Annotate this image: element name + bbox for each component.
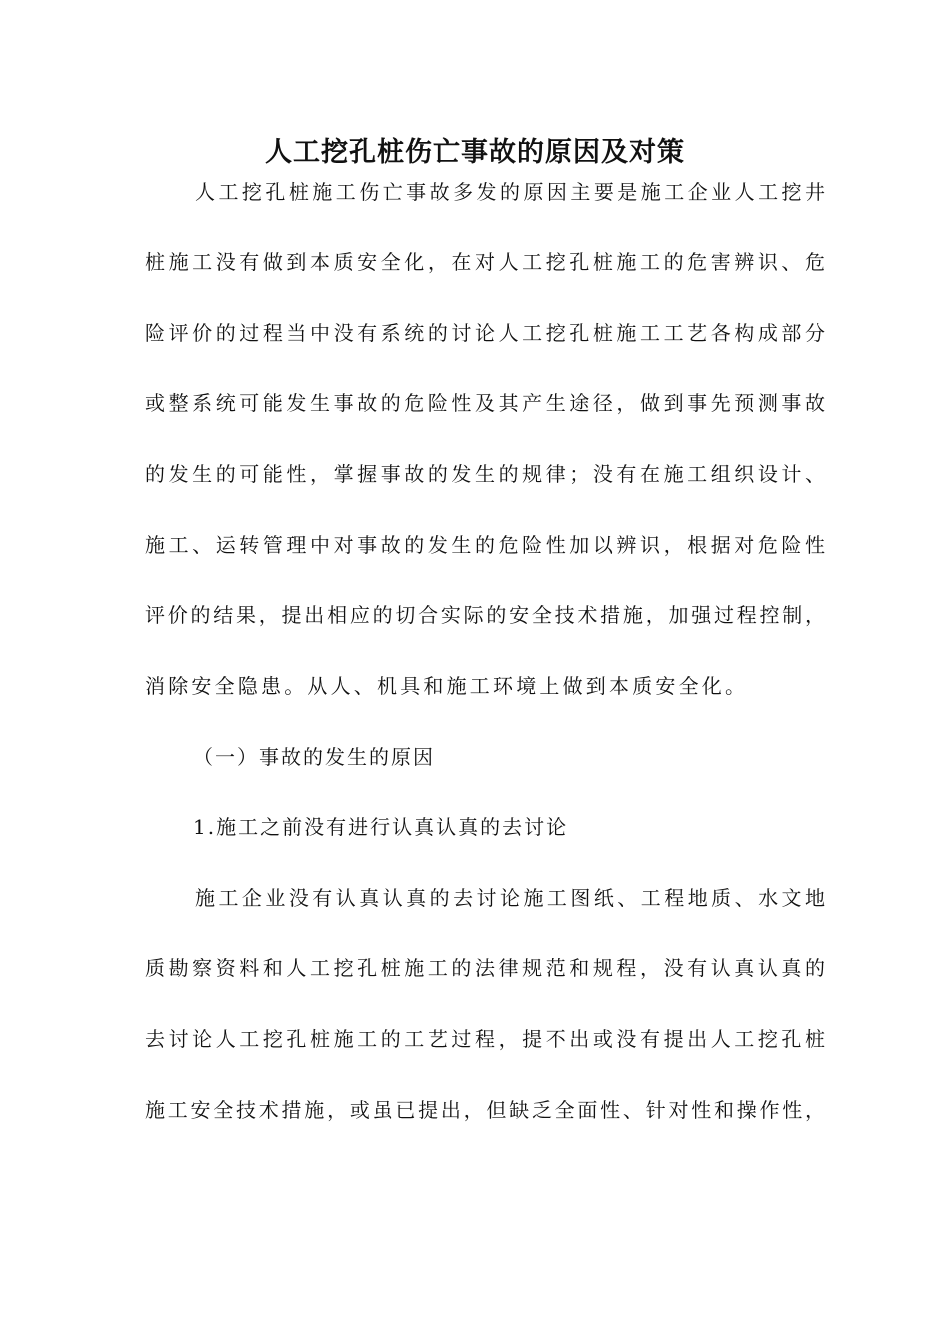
paragraph-line: 人工挖孔桩施工伤亡事故多发的原因主要是施工企业人工挖井 — [195, 180, 825, 204]
document-title: 人工挖孔桩伤亡事故的原因及对策 — [265, 137, 685, 168]
paragraph-line: 去讨论人工挖孔桩施工的工艺过程，提不出或没有提出人工挖孔桩 — [145, 1027, 825, 1051]
section-heading: （一）事故的发生的原因 — [193, 745, 435, 769]
subheading: 1.施工之前没有进行认真认真的去讨论 — [193, 815, 569, 839]
paragraph-line: 的发生的可能性，掌握事故的发生的规律；没有在施工组织设计、 — [145, 462, 825, 486]
paragraph-line: 质勘察资料和人工挖孔桩施工的法律规范和规程，没有认真认真的 — [145, 956, 825, 980]
paragraph-line: 评价的结果，提出相应的切合实际的安全技术措施，加强过程控制， — [145, 603, 825, 627]
paragraph-line: 施工安全技术措施，或虽已提出，但缺乏全面性、针对性和操作性， — [145, 1098, 825, 1122]
paragraph-line: 险评价的过程当中没有系统的讨论人工挖孔桩施工工艺各构成部分 — [145, 321, 825, 345]
paragraph-line: 施工企业没有认真认真的去讨论施工图纸、工程地质、水文地 — [195, 886, 825, 910]
paragraph-line: 施工、运转管理中对事故的发生的危险性加以辨识，根据对危险性 — [145, 533, 825, 557]
paragraph-line: 消除安全隐患。从人、机具和施工环境上做到本质安全化。 — [145, 674, 749, 698]
paragraph-line: 或整系统可能发生事故的危险性及其产生途径，做到事先预测事故 — [145, 391, 825, 415]
paragraph-line: 桩施工没有做到本质安全化，在对人工挖孔桩施工的危害辨识、危 — [145, 250, 825, 274]
